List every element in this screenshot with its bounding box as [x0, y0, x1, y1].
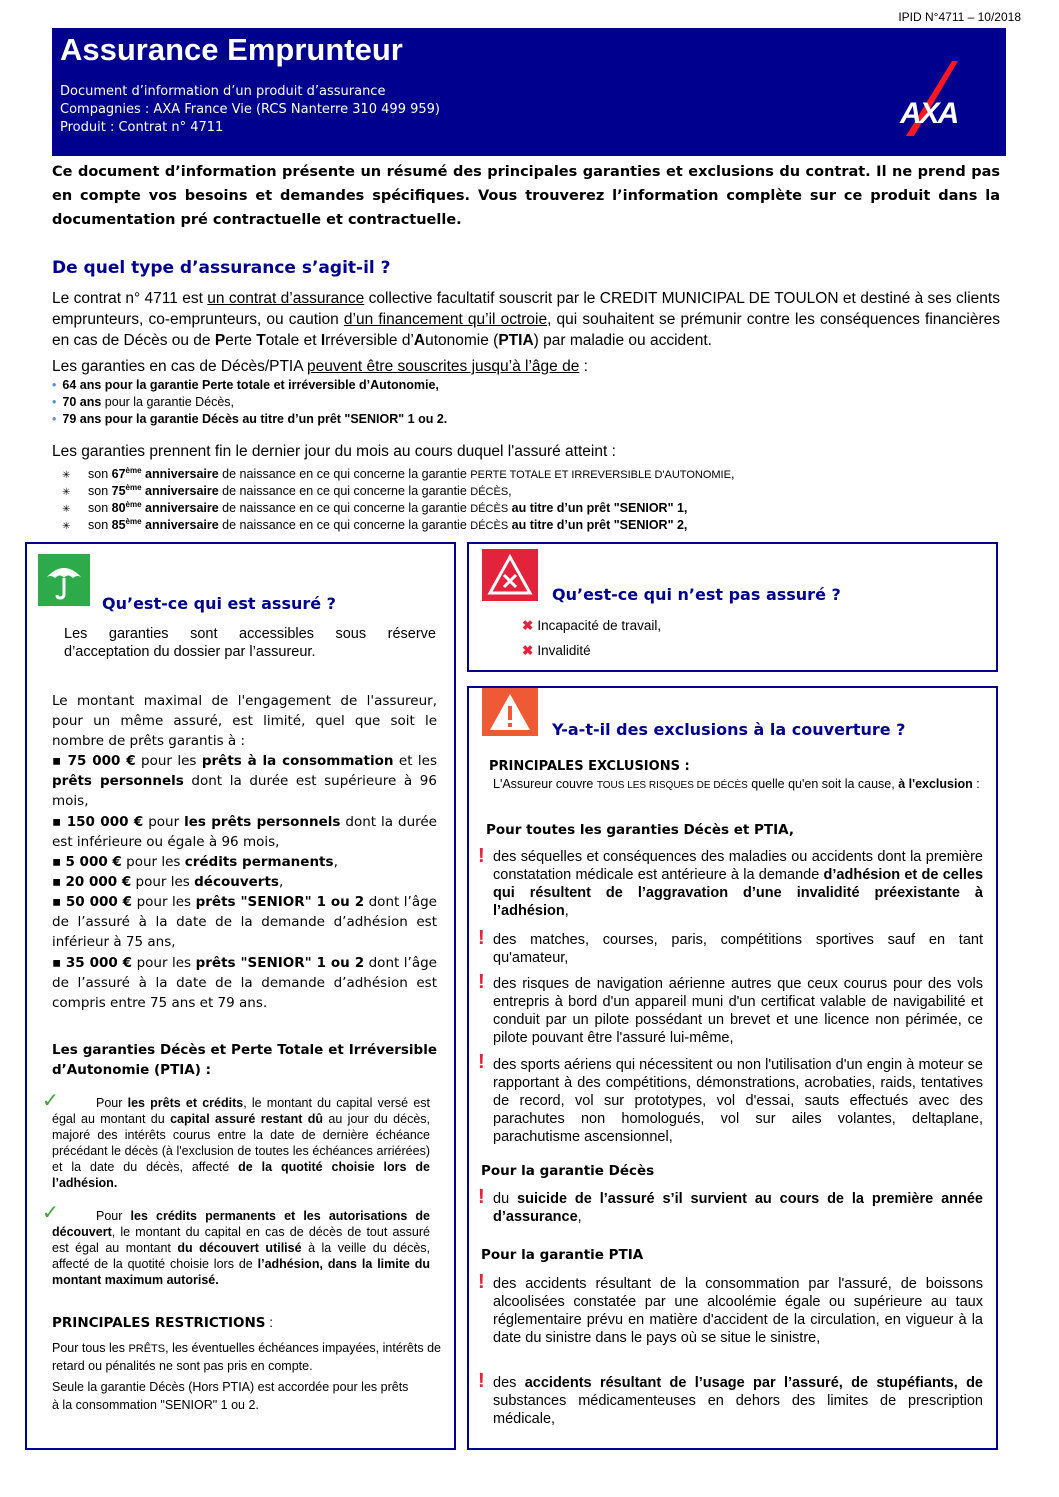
exclusion-item: des sports aériens qui nécessitent ou non l'utilisation d'un engin à moteur se rapportant à des compétitions, démonstrations, acrobaties, raids, tentatives de record, vol sur prototypes, vol d'essai, sauts effectués avec des parachutes non homologués, vol sur ailes volantes, deltaplane, parachutisme ascensionnel, — [493, 1057, 983, 1145]
axa-logo-icon — [896, 61, 976, 136]
not-assured-item: ✖ Incapacité de travail, — [522, 618, 662, 633]
warning-icon — [482, 688, 538, 736]
limit-item: ▪ 5 000 € pour les crédits permanents, — [52, 854, 338, 870]
age-limit-intro: Les garanties en cas de Décès/PTIA peuvent être souscrites jusqu’à l’âge de : — [52, 358, 588, 375]
section-type-title: De quel type d’assurance s’agit-il ? — [52, 258, 391, 278]
cross-icon: ✖ — [522, 618, 534, 633]
exclamation-icon: ! — [478, 845, 485, 867]
end-of-cover-item: ✳ son 67ème anniversaire de naissance en ce qui concerne la garantie PERTE TOTALE ET IRREVERSIBLE D'AUTONOMIE, — [62, 466, 735, 482]
limit-item: ▪ 75 000 € pour les prêts à la consommation et les prêts personnels dont la durée est supérieure à 96 mois, — [52, 753, 437, 809]
exclusions-intro: L'Assureur couvre TOUS LES RISQUES DE DÉCÈS quelle qu'en soit la cause, à l'exclusion : — [493, 777, 980, 791]
exclamation-icon: ! — [478, 971, 485, 993]
restriction-item: Pour tous les PRÊTS, les éventuelles échéances impayées, intérêts de retard ou pénalités ne sont pas pris en compte. — [52, 1341, 441, 1373]
exclusion-item: des accidents résultant de l’usage par l’assuré, de stupéfiants, de substances médicamenteuses en dehors des limites de prescription médicale, — [493, 1375, 983, 1427]
exclusion-item: des matches, courses, paris, compétitions sportives sauf en tant qu'amateur, — [493, 932, 983, 966]
exclusion-item: des séquelles et conséquences des maladies ou accidents dont la première constatation médicale est antérieure à la demande d’adhésion et de celles qui résultent de l’aggravation d’une invalidité préexistante à l’adhésion, — [493, 849, 984, 919]
age-limit-item: • 64 ans pour la garantie Perte totale et irréversible d’Autonomie, — [52, 378, 439, 392]
deces-title: Pour la garantie Décès — [481, 1163, 655, 1179]
intro-summary: Ce document d’information présente un résumé des principales garanties et exclusions du contrat. Il ne prend pas en compte vos besoins et demandes spécifiques. Vous trouverez l’information complète sur ce produit dans la documentation pré contractuelle et contractuelle. — [52, 164, 1000, 228]
assured-title: Qu’est-ce qui est assuré ? — [102, 594, 336, 613]
acceptation-line-1: Les garanties sont accessibles sous réserve — [64, 626, 436, 642]
restrictions-title: PRINCIPALES RESTRICTIONS : — [52, 1315, 274, 1331]
limit-item: ▪ 150 000 € pour les prêts personnels dont la durée est inférieure ou égale à 96 mois, — [52, 814, 437, 850]
meta-line-2: Compagnies : AXA France Vie (RCS Nanterre 310 499 959) — [60, 102, 440, 117]
svg-text:AXA: AXA — [900, 97, 958, 130]
end-of-cover-item: ✳ son 85ème anniversaire de naissance en ce qui concerne la garantie DÉCÈS au titre d’un prêt "SENIOR" 2, — [62, 517, 688, 533]
garantie-overdraft: Pour les crédits permanents et les autorisations de découvert, le montant du capital en cas de décès de tout assuré est égal au montant du découvert utilisé à la veille du décès, affecté de la quotité choisie lors de l’adhésion, dans la limite du montant maximum autorisé. — [52, 1209, 430, 1287]
cross-icon: ✖ — [522, 643, 534, 658]
ipid-reference: IPID N°4711 – 10/2018 — [898, 10, 1021, 24]
limit-item: ▪ 20 000 € pour les découverts, — [52, 874, 284, 890]
meta-line-3: Produit : Contrat n° 4711 — [60, 120, 224, 135]
max-amount-intro: Le montant maximal de l'engagement de l'assureur, pour un même assuré, est limité, quel que soit le nombre de prêts garantis à : — [52, 693, 437, 749]
not-assured-item: ✖ Invalidité — [522, 643, 591, 658]
exclusions-title: Y-a-t-il des exclusions à la couverture ? — [552, 720, 906, 739]
meta-line-1: Document d’information d’un produit d’assurance — [60, 84, 386, 99]
ptia-title: Pour la garantie PTIA — [481, 1247, 644, 1263]
exclamation-icon: ! — [478, 1271, 485, 1293]
document-header — [52, 28, 1006, 156]
end-of-cover-item: ✳ son 80ème anniversaire de naissance en ce qui concerne la garantie DÉCÈS au titre d’un prêt "SENIOR" 1, — [62, 500, 688, 516]
exclamation-icon: ! — [478, 927, 485, 949]
end-of-cover-intro: Les garanties prennent fin le dernier jour du mois au cours duquel l'assuré atteint : — [52, 443, 616, 460]
end-of-cover-item: ✳ son 75ème anniversaire de naissance en ce qui concerne la garantie DÉCÈS, — [62, 483, 512, 499]
document-title: Assurance Emprunteur — [60, 32, 403, 67]
document-meta — [60, 83, 440, 137]
acceptation-line-2: d’acceptation du dossier par l’assureur. — [64, 644, 316, 660]
garantie-loans: Pour les prêts et crédits, le montant du capital versé est égal au montant du capital assuré restant dû au jour du décès, majoré des intérêts courus entre la date de dernière échéance précédant le décès (à l'exclusion de toutes les échéances arriérées) et la date du décès, affecté de la quotité choisie lors de l’adhésion. — [52, 1096, 430, 1190]
exclusion-item: des accidents résultant de la consommation par l'assuré, de boissons alcoolisées constatée par une alcoolémie égale ou supérieure au taux réglementaire prévu en matière d'accident de la circulation, en vigueur à la date du sinistre dans le pays où se situe le sinistre, — [493, 1276, 983, 1346]
principales-exclusions-title: PRINCIPALES EXCLUSIONS : — [489, 759, 690, 774]
all-garanties-title: Pour toutes les garanties Décès et PTIA, — [486, 822, 794, 838]
not-assured-title: Qu’est-ce qui n’est pas assuré ? — [552, 585, 841, 604]
exclusion-item: des risques de navigation aérienne autres que ceux courus pour des vols entrepris à bord d'un appareil muni d'un certificat valable de navigabilité et conduit par un pilote possédant un brevet et une licence non périmée, ce pilote pouvant être l'assuré lui-même, — [493, 976, 983, 1046]
age-limit-item: • 79 ans pour la garantie Décès au titre d’un prêt "SENIOR" 1 ou 2. — [52, 412, 448, 426]
garanties-title: Les garanties Décès et Perte Totale et Irréversible d’Autonomie (PTIA) : — [52, 1042, 437, 1078]
checkmark-icon: ✓ — [42, 1090, 59, 1112]
exclamation-icon: ! — [478, 1370, 485, 1392]
contract-description: Le contrat n° 4711 est un contrat d’assurance collective facultatif souscrit par le CREDIT MUNICIPAL DE TOULON et destiné à ses clients emprunteurs, co-emprunteurs, ou caution d’un financement qu’il octroie, qui souhaitent se prémunir contre les conséquences financières en cas de Décès ou de Perte Totale et Irréversible d’Autonomie (PTIA) par maladie ou accident. — [52, 290, 1000, 349]
age-limit-item: • 70 ans pour la garantie Décès, — [52, 395, 235, 409]
warning-cross-icon — [482, 549, 538, 601]
umbrella-icon — [38, 554, 90, 606]
exclusion-item: du suicide de l’assuré s’il survient au cours de la première année d’assurance, — [493, 1191, 983, 1225]
exclamation-icon: ! — [478, 1186, 485, 1208]
limit-item: ▪ 50 000 € pour les prêts "SENIOR" 1 ou 2 dont l’âge de l’assuré à la date de la demande d’adhésion est inférieur à 75 ans, — [52, 894, 437, 950]
restriction-item: Seule la garantie Décès (Hors PTIA) est accordée pour les prêts à la consommation "SENIOR" 1 ou 2. — [52, 1380, 409, 1412]
exclamation-icon: ! — [478, 1051, 485, 1073]
checkmark-icon: ✓ — [42, 1202, 59, 1224]
limit-item: ▪ 35 000 € pour les prêts "SENIOR" 1 ou 2 dont l’âge de l’assuré à la date de la demande d’adhésion est compris entre 75 ans et 79 ans. — [52, 955, 437, 1011]
